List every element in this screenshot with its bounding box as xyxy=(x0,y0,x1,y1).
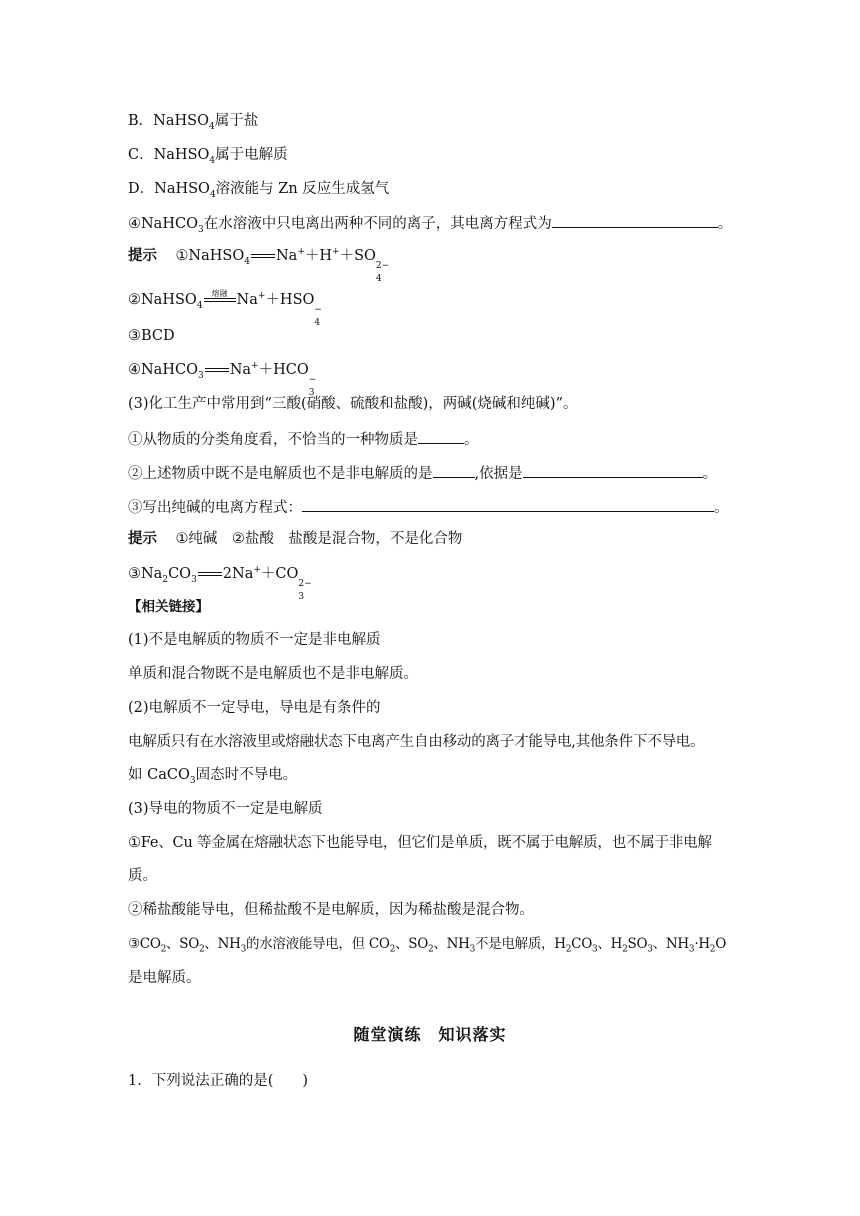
option-d: D．NaHSO$_4$溶液能与 Zn 反应生成氢气 xyxy=(128,181,390,200)
hint-4: ④NaHCO$_3$ Na+＋HCO − 3 xyxy=(128,361,317,398)
link-3-item-3: $③CO_2$、$SO_2$、$NH_3$的水溶液能导电，但 $CO_2$、$SO_2$、$NH_3$不是电解质，$H_2CO_3$、$H_2SO_3$、$NH_3\cdot H_2O$ xyxy=(128,936,727,955)
hint-1: 提示 ①NaHSO$_4$ Na+＋H+＋SO 2− 4 xyxy=(128,247,390,284)
link-1-title: (1)不是电解质的物质不一定是非电解质 xyxy=(128,632,381,648)
answer-blank xyxy=(433,462,475,478)
question-3: (3)化工生产中常用到“三酸(硝酸、硫酸和盐酸)，两碱(烧碱和纯碱)”。 xyxy=(128,396,578,412)
link-3-item-2: ②稀盐酸能导电，但稀盐酸不是电解质，因为稀盐酸是混合物。 xyxy=(128,902,534,918)
equals-sign xyxy=(197,568,223,580)
link-2-text-2: 如 CaCO$_3$固态时不导电。 xyxy=(128,767,298,786)
link-2-title: (2)电解质不一定导电，导电是有条件的 xyxy=(128,700,381,716)
equals-sign xyxy=(204,364,230,376)
related-links-heading: 【相关链接】 xyxy=(128,599,209,615)
link-2-text: 电解质只有在水溶液里或熔融状态下电离产生自由移动的离子才能导电,其他条件下不导电。 xyxy=(128,734,705,750)
section-title: 随堂演练 知识落实 xyxy=(353,1025,507,1044)
answer-blank xyxy=(302,496,714,512)
question-3-1: ①从物质的分类角度看，不恰当的一种物质是 。 xyxy=(128,428,479,450)
option-c: C．NaHSO$_4$属于电解质 xyxy=(128,147,288,166)
answer-blank xyxy=(523,462,703,478)
answer-blank xyxy=(418,428,464,444)
equals-sign-melt: 熔融 xyxy=(203,294,237,306)
link-3-item-1-cont: 质。 xyxy=(128,868,157,884)
question-3-3: ③写出纯碱的电离方程式： 。 xyxy=(128,496,729,518)
question-4: ④NaHCO$_3$在水溶液中只电离出两种不同的离子，其电离方程式为 。 xyxy=(128,212,732,234)
link-3-item-3-cont: 是电解质。 xyxy=(128,970,201,986)
question-1: 1．下列说法正确的是( ) xyxy=(128,1073,309,1089)
link-1-text: 单质和混合物既不是电解质也不是非电解质。 xyxy=(128,666,418,682)
link-3-title: (3)导电的物质不一定是电解质 xyxy=(128,801,323,817)
option-b: B．NaHSO$_4$属于盐 xyxy=(128,113,259,132)
hint-6: $③Na_2CO_3$ 2Na+＋CO 2− 3 xyxy=(128,565,312,602)
question-3-2: ②上述物质中既不是电解质也不是非电解质的是 ,依据是 。 xyxy=(128,462,717,484)
hint-3: ③BCD xyxy=(128,328,175,344)
hint-5: 提示 ①纯碱 ②盐酸 盐酸是混合物，不是化合物 xyxy=(128,531,463,547)
hint-2: ②NaHSO$_4$ 熔融 Na+＋HSO − 4 xyxy=(128,289,322,328)
answer-blank xyxy=(552,212,718,228)
link-3-item-1: ①Fe、Cu 等金属在熔融状态下也能导电，但它们是单质，既不属于电解质，也不属于非电解 xyxy=(128,835,712,851)
equals-sign xyxy=(250,250,276,262)
